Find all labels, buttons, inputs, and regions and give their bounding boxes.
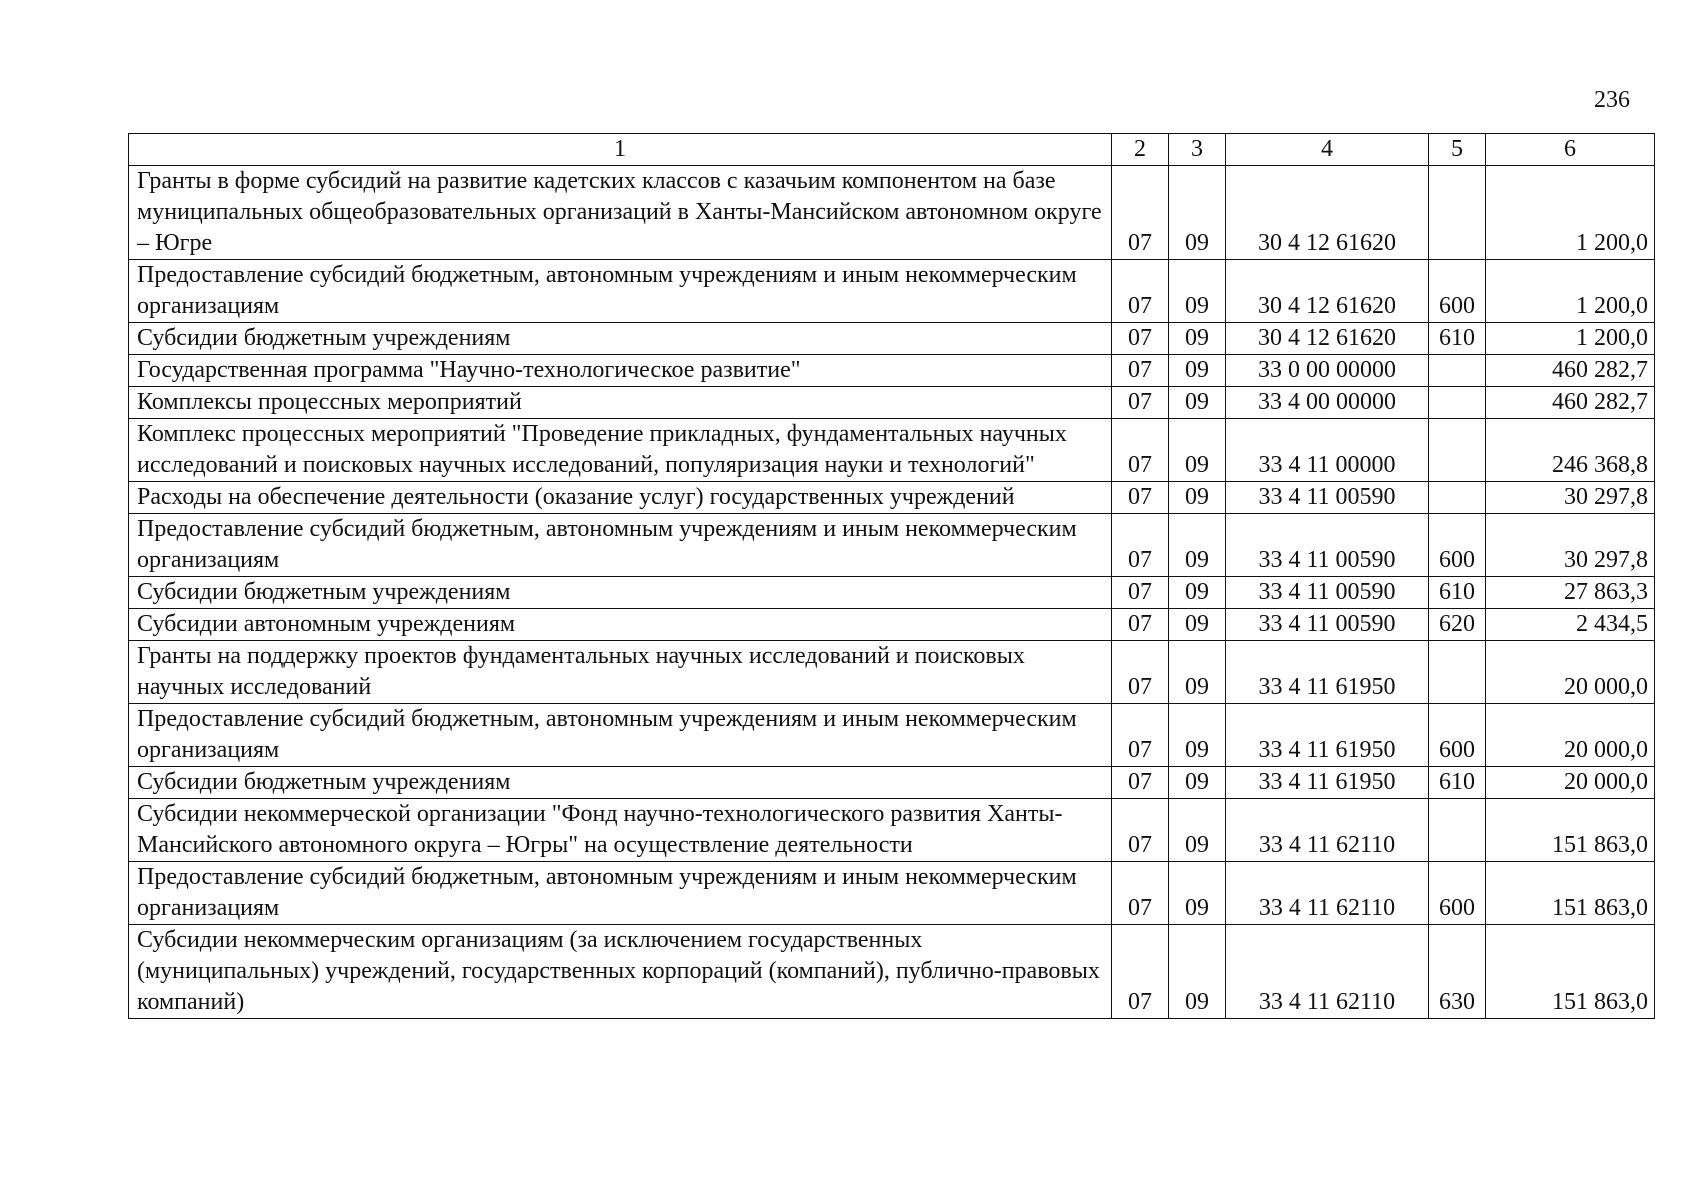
row-section-code: 07 <box>1112 925 1169 1019</box>
row-name: Субсидии автономным учреждениям <box>129 609 1112 641</box>
row-name: Субсидии некоммерческой организации "Фонд научно-технологического развития Ханты-Мансийского автономного округа – Югры" на осуществление деятельности <box>129 799 1112 862</box>
table-body <box>129 166 1655 1019</box>
table-header <box>129 134 1655 166</box>
header-row <box>129 134 1655 166</box>
row-subsection-code: 09 <box>1169 577 1226 609</box>
page-number: 236 <box>1594 87 1630 113</box>
row-subsection-code: 09 <box>1169 482 1226 514</box>
header-col-1: 1 <box>129 134 1112 166</box>
row-subsection-code: 09 <box>1169 419 1226 482</box>
row-subsection-code: 09 <box>1169 641 1226 704</box>
row-expense-type-code <box>1429 799 1486 862</box>
header-col-5: 5 <box>1429 134 1486 166</box>
row-name: Субсидии бюджетным учреждениям <box>129 323 1112 355</box>
table-row <box>129 799 1655 862</box>
row-target-article-code: 30 4 12 61620 <box>1226 166 1429 260</box>
row-expense-type-code <box>1429 641 1486 704</box>
row-subsection-code: 09 <box>1169 799 1226 862</box>
row-target-article-code: 33 4 11 00000 <box>1226 419 1429 482</box>
row-section-code: 07 <box>1112 862 1169 925</box>
row-amount: 460 282,7 <box>1486 355 1655 387</box>
row-section-code: 07 <box>1112 767 1169 799</box>
row-amount: 27 863,3 <box>1486 577 1655 609</box>
row-target-article-code: 33 4 00 00000 <box>1226 387 1429 419</box>
row-target-article-code: 33 4 11 00590 <box>1226 482 1429 514</box>
row-expense-type-code: 610 <box>1429 767 1486 799</box>
row-target-article-code: 33 4 11 61950 <box>1226 767 1429 799</box>
row-subsection-code: 09 <box>1169 609 1226 641</box>
row-name: Комплексы процессных мероприятий <box>129 387 1112 419</box>
table-row <box>129 166 1655 260</box>
row-target-article-code: 33 4 11 00590 <box>1226 577 1429 609</box>
row-amount: 30 297,8 <box>1486 482 1655 514</box>
table-row <box>129 767 1655 799</box>
row-name: Субсидии бюджетным учреждениям <box>129 577 1112 609</box>
budget-table <box>128 133 1655 1019</box>
row-section-code: 07 <box>1112 577 1169 609</box>
row-amount: 20 000,0 <box>1486 641 1655 704</box>
row-amount: 20 000,0 <box>1486 767 1655 799</box>
row-name: Предоставление субсидий бюджетным, автономным учреждениям и иным некоммерческим организациям <box>129 260 1112 323</box>
row-section-code: 07 <box>1112 355 1169 387</box>
table-row <box>129 862 1655 925</box>
row-target-article-code: 33 4 11 61950 <box>1226 641 1429 704</box>
header-col-4: 4 <box>1226 134 1429 166</box>
row-name: Субсидии бюджетным учреждениям <box>129 767 1112 799</box>
row-amount: 1 200,0 <box>1486 260 1655 323</box>
row-subsection-code: 09 <box>1169 166 1226 260</box>
row-subsection-code: 09 <box>1169 767 1226 799</box>
row-section-code: 07 <box>1112 323 1169 355</box>
table-row <box>129 577 1655 609</box>
table-row <box>129 260 1655 323</box>
row-section-code: 07 <box>1112 419 1169 482</box>
row-subsection-code: 09 <box>1169 323 1226 355</box>
row-name: Гранты на поддержку проектов фундаментальных научных исследований и поисковых научных исследований <box>129 641 1112 704</box>
row-name: Расходы на обеспечение деятельности (оказание услуг) государственных учреждений <box>129 482 1112 514</box>
row-expense-type-code: 600 <box>1429 704 1486 767</box>
row-amount: 460 282,7 <box>1486 387 1655 419</box>
row-expense-type-code <box>1429 166 1486 260</box>
row-amount: 151 863,0 <box>1486 925 1655 1019</box>
row-target-article-code: 33 4 11 00590 <box>1226 609 1429 641</box>
row-section-code: 07 <box>1112 641 1169 704</box>
row-target-article-code: 30 4 12 61620 <box>1226 260 1429 323</box>
row-section-code: 07 <box>1112 514 1169 577</box>
row-subsection-code: 09 <box>1169 260 1226 323</box>
row-expense-type-code: 630 <box>1429 925 1486 1019</box>
row-subsection-code: 09 <box>1169 387 1226 419</box>
table-row <box>129 323 1655 355</box>
row-target-article-code: 33 4 11 62110 <box>1226 862 1429 925</box>
row-amount: 151 863,0 <box>1486 862 1655 925</box>
row-subsection-code: 09 <box>1169 862 1226 925</box>
row-expense-type-code: 600 <box>1429 514 1486 577</box>
row-amount: 30 297,8 <box>1486 514 1655 577</box>
table-row <box>129 419 1655 482</box>
table-row <box>129 925 1655 1019</box>
row-section-code: 07 <box>1112 609 1169 641</box>
row-expense-type-code <box>1429 419 1486 482</box>
row-name: Комплекс процессных мероприятий "Проведение прикладных, фундаментальных научных исследований и поисковых научных исследований, популяризация науки и технологий" <box>129 419 1112 482</box>
row-amount: 246 368,8 <box>1486 419 1655 482</box>
row-expense-type-code: 610 <box>1429 323 1486 355</box>
row-name: Предоставление субсидий бюджетным, автономным учреждениям и иным некоммерческим организациям <box>129 514 1112 577</box>
row-expense-type-code <box>1429 387 1486 419</box>
row-expense-type-code: 600 <box>1429 260 1486 323</box>
header-col-2: 2 <box>1112 134 1169 166</box>
row-target-article-code: 33 4 11 00590 <box>1226 514 1429 577</box>
row-name: Субсидии некоммерческим организациям (за исключением государственных (муниципальных) учреждений, государственных корпораций (компаний), публично-правовых компаний) <box>129 925 1112 1019</box>
row-subsection-code: 09 <box>1169 355 1226 387</box>
row-amount: 151 863,0 <box>1486 799 1655 862</box>
row-expense-type-code: 620 <box>1429 609 1486 641</box>
table-row <box>129 609 1655 641</box>
row-section-code: 07 <box>1112 482 1169 514</box>
row-expense-type-code: 610 <box>1429 577 1486 609</box>
row-amount: 20 000,0 <box>1486 704 1655 767</box>
row-expense-type-code <box>1429 355 1486 387</box>
row-name: Государственная программа "Научно-технологическое развитие" <box>129 355 1112 387</box>
row-section-code: 07 <box>1112 387 1169 419</box>
row-target-article-code: 33 4 11 61950 <box>1226 704 1429 767</box>
row-target-article-code: 30 4 12 61620 <box>1226 323 1429 355</box>
table-row <box>129 387 1655 419</box>
table-row <box>129 482 1655 514</box>
row-expense-type-code: 600 <box>1429 862 1486 925</box>
row-section-code: 07 <box>1112 799 1169 862</box>
row-amount: 2 434,5 <box>1486 609 1655 641</box>
table-row <box>129 514 1655 577</box>
row-amount: 1 200,0 <box>1486 166 1655 260</box>
row-target-article-code: 33 0 00 00000 <box>1226 355 1429 387</box>
row-amount: 1 200,0 <box>1486 323 1655 355</box>
row-section-code: 07 <box>1112 704 1169 767</box>
row-subsection-code: 09 <box>1169 514 1226 577</box>
row-section-code: 07 <box>1112 260 1169 323</box>
header-col-3: 3 <box>1169 134 1226 166</box>
row-target-article-code: 33 4 11 62110 <box>1226 925 1429 1019</box>
row-section-code: 07 <box>1112 166 1169 260</box>
row-subsection-code: 09 <box>1169 925 1226 1019</box>
row-name: Гранты в форме субсидий на развитие кадетских классов с казачьим компонентом на базе муниципальных общеобразовательных организаций в Ханты-Мансийском автономном округе – Югре <box>129 166 1112 260</box>
row-name: Предоставление субсидий бюджетным, автономным учреждениям и иным некоммерческим организациям <box>129 704 1112 767</box>
header-col-6: 6 <box>1486 134 1655 166</box>
table-row <box>129 641 1655 704</box>
row-expense-type-code <box>1429 482 1486 514</box>
row-subsection-code: 09 <box>1169 704 1226 767</box>
row-name: Предоставление субсидий бюджетным, автономным учреждениям и иным некоммерческим организациям <box>129 862 1112 925</box>
table-row <box>129 355 1655 387</box>
table-row <box>129 704 1655 767</box>
row-target-article-code: 33 4 11 62110 <box>1226 799 1429 862</box>
